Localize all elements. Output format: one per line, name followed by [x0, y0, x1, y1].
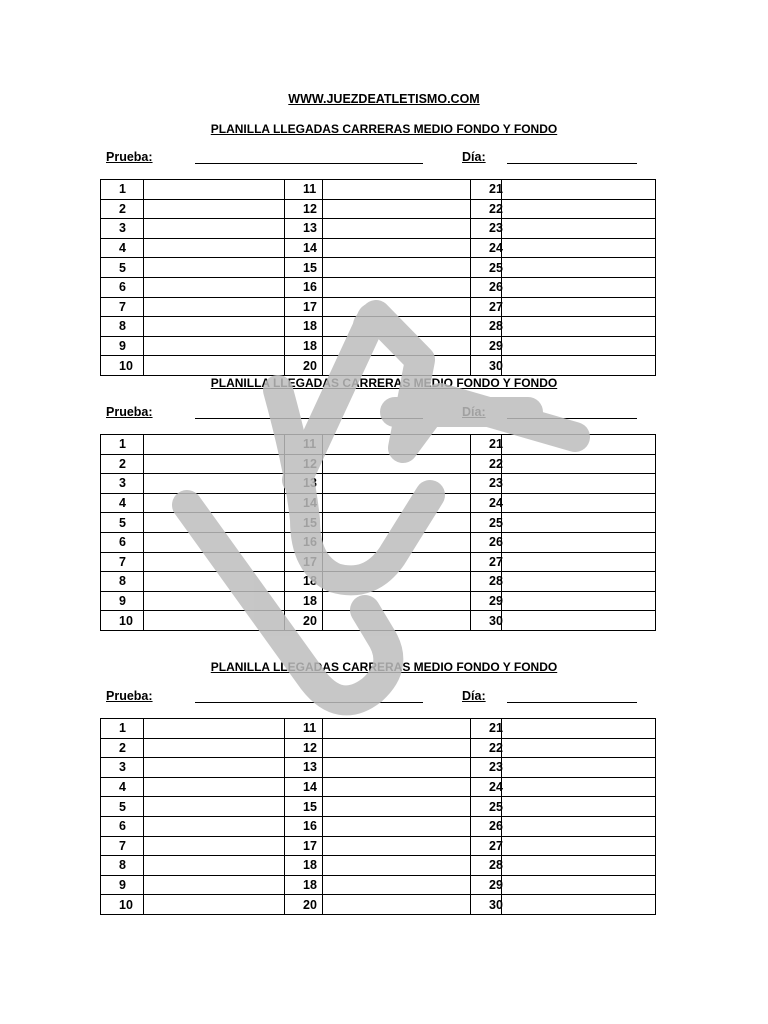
place-number: 3 [101, 219, 144, 239]
place-number: 9 [101, 875, 144, 895]
table-row [101, 777, 656, 797]
place-number: 30 [471, 611, 502, 631]
entry-cell[interactable] [502, 258, 656, 278]
place-number: 13 [285, 758, 323, 778]
place-number: 25 [471, 258, 502, 278]
place-number: 30 [471, 356, 502, 376]
entry-cell[interactable] [144, 493, 285, 513]
entry-cell[interactable] [323, 777, 471, 797]
entry-cell[interactable] [144, 297, 285, 317]
table-row [101, 297, 656, 317]
place-number: 13 [285, 474, 323, 494]
place-number: 7 [101, 836, 144, 856]
table-row [101, 513, 656, 533]
entry-cell[interactable] [502, 552, 656, 572]
table-row [101, 797, 656, 817]
form-2-table [100, 434, 656, 631]
form-1-prueba-line[interactable] [195, 163, 423, 164]
entry-cell[interactable] [144, 435, 285, 455]
place-number: 21 [471, 180, 502, 200]
entry-cell[interactable] [502, 474, 656, 494]
place-number: 18 [285, 572, 323, 592]
entry-cell[interactable] [502, 219, 656, 239]
place-number: 22 [471, 199, 502, 219]
place-number: 2 [101, 454, 144, 474]
table-row [101, 180, 656, 200]
place-number: 3 [101, 474, 144, 494]
place-number: 23 [471, 219, 502, 239]
entry-cell[interactable] [323, 277, 471, 297]
entry-cell[interactable] [144, 856, 285, 876]
place-number: 18 [285, 591, 323, 611]
place-number: 25 [471, 797, 502, 817]
entry-cell[interactable] [502, 238, 656, 258]
entry-cell[interactable] [323, 219, 471, 239]
entry-cell[interactable] [144, 258, 285, 278]
entry-cell[interactable] [144, 513, 285, 533]
place-number: 18 [285, 875, 323, 895]
place-number: 23 [471, 474, 502, 494]
form-2-prueba-line[interactable] [195, 418, 423, 419]
place-number: 14 [285, 777, 323, 797]
entry-cell[interactable] [144, 199, 285, 219]
entry-cell[interactable] [502, 777, 656, 797]
entry-cell[interactable] [144, 836, 285, 856]
place-number: 5 [101, 258, 144, 278]
site-url: WWW.JUEZDEATLETISMO.COM [288, 92, 480, 106]
entry-cell[interactable] [502, 572, 656, 592]
place-number: 26 [471, 277, 502, 297]
entry-cell[interactable] [144, 336, 285, 356]
place-number: 20 [285, 895, 323, 915]
place-number: 27 [471, 836, 502, 856]
entry-cell[interactable] [502, 180, 656, 200]
entry-cell[interactable] [502, 336, 656, 356]
place-number: 14 [285, 493, 323, 513]
place-number: 26 [471, 532, 502, 552]
entry-cell[interactable] [323, 816, 471, 836]
entry-cell[interactable] [502, 895, 656, 915]
entry-cell[interactable] [323, 532, 471, 552]
entry-cell[interactable] [502, 856, 656, 876]
place-number: 25 [471, 513, 502, 533]
entry-cell[interactable] [323, 297, 471, 317]
place-number: 22 [471, 738, 502, 758]
place-number: 11 [285, 719, 323, 739]
place-number: 28 [471, 856, 502, 876]
form-2-dia-line[interactable] [507, 418, 637, 419]
form-3-title: PLANILLA LLEGADAS CARRERAS MEDIO FONDO Y FONDO [210, 660, 558, 674]
entry-cell[interactable] [144, 875, 285, 895]
entry-cell[interactable] [323, 797, 471, 817]
entry-cell[interactable] [323, 875, 471, 895]
entry-cell[interactable] [144, 591, 285, 611]
table-row [101, 875, 656, 895]
entry-cell[interactable] [144, 317, 285, 337]
place-number: 21 [471, 435, 502, 455]
place-number: 24 [471, 777, 502, 797]
entry-cell[interactable] [323, 552, 471, 572]
place-number: 6 [101, 532, 144, 552]
entry-cell[interactable] [502, 816, 656, 836]
place-number: 16 [285, 277, 323, 297]
entry-cell[interactable] [502, 758, 656, 778]
form-1-title: PLANILLA LLEGADAS CARRERAS MEDIO FONDO Y FONDO [210, 122, 558, 136]
table-row [101, 572, 656, 592]
place-number: 2 [101, 199, 144, 219]
table-row [101, 454, 656, 474]
table-row [101, 317, 656, 337]
entry-cell[interactable] [502, 277, 656, 297]
place-number: 17 [285, 836, 323, 856]
place-number: 28 [471, 317, 502, 337]
entry-cell[interactable] [502, 356, 656, 376]
table-row [101, 611, 656, 631]
form-3-table [100, 718, 656, 915]
place-number: 4 [101, 493, 144, 513]
table-row [101, 219, 656, 239]
entry-cell[interactable] [323, 591, 471, 611]
entry-cell[interactable] [144, 758, 285, 778]
table-row [101, 356, 656, 376]
entry-cell[interactable] [144, 219, 285, 239]
place-number: 21 [471, 719, 502, 739]
place-number: 29 [471, 591, 502, 611]
entry-cell[interactable] [323, 258, 471, 278]
entry-cell[interactable] [144, 895, 285, 915]
table-row [101, 856, 656, 876]
entry-cell[interactable] [144, 816, 285, 836]
form-1-dia-label: Día: [462, 150, 486, 164]
entry-cell[interactable] [323, 199, 471, 219]
place-number: 6 [101, 277, 144, 297]
entry-cell[interactable] [502, 738, 656, 758]
entry-cell[interactable] [323, 317, 471, 337]
form-1-prueba-label: Prueba: [106, 150, 153, 164]
place-number: 26 [471, 816, 502, 836]
entry-cell[interactable] [144, 777, 285, 797]
entry-cell[interactable] [144, 532, 285, 552]
entry-cell[interactable] [323, 719, 471, 739]
entry-cell[interactable] [323, 238, 471, 258]
entry-cell[interactable] [144, 738, 285, 758]
form-3-prueba-label: Prueba: [106, 689, 153, 703]
place-number: 13 [285, 219, 323, 239]
place-number: 8 [101, 572, 144, 592]
table-row [101, 258, 656, 278]
place-number: 4 [101, 777, 144, 797]
place-number: 20 [285, 611, 323, 631]
table-row [101, 199, 656, 219]
entry-cell[interactable] [144, 474, 285, 494]
entry-cell[interactable] [323, 513, 471, 533]
place-number: 15 [285, 797, 323, 817]
table-row [101, 758, 656, 778]
place-number: 28 [471, 572, 502, 592]
place-number: 29 [471, 336, 502, 356]
place-number: 27 [471, 552, 502, 572]
entry-cell[interactable] [502, 513, 656, 533]
entry-cell[interactable] [323, 454, 471, 474]
place-number: 10 [101, 356, 144, 376]
entry-cell[interactable] [323, 758, 471, 778]
entry-cell[interactable] [323, 336, 471, 356]
place-number: 9 [101, 336, 144, 356]
place-number: 11 [285, 180, 323, 200]
entry-cell[interactable] [502, 875, 656, 895]
place-number: 12 [285, 199, 323, 219]
entry-cell[interactable] [144, 611, 285, 631]
entry-cell[interactable] [144, 719, 285, 739]
place-number: 12 [285, 738, 323, 758]
place-number: 5 [101, 513, 144, 533]
table-row [101, 591, 656, 611]
entry-cell[interactable] [144, 572, 285, 592]
entry-cell[interactable] [502, 719, 656, 739]
place-number: 24 [471, 238, 502, 258]
place-number: 2 [101, 738, 144, 758]
table-row [101, 474, 656, 494]
place-number: 27 [471, 297, 502, 317]
table-row [101, 532, 656, 552]
entry-cell[interactable] [144, 552, 285, 572]
entry-cell[interactable] [502, 611, 656, 631]
form-2-title: PLANILLA LLEGADAS CARRERAS MEDIO FONDO Y FONDO [210, 376, 558, 390]
place-number: 30 [471, 895, 502, 915]
form-3-dia-label: Día: [462, 689, 486, 703]
entry-cell[interactable] [502, 317, 656, 337]
place-number: 29 [471, 875, 502, 895]
entry-cell[interactable] [144, 180, 285, 200]
table-row [101, 816, 656, 836]
entry-cell[interactable] [144, 454, 285, 474]
entry-cell[interactable] [323, 572, 471, 592]
place-number: 18 [285, 336, 323, 356]
form-1-dia-line[interactable] [507, 163, 637, 164]
place-number: 4 [101, 238, 144, 258]
entry-cell[interactable] [323, 435, 471, 455]
table-row [101, 719, 656, 739]
place-number: 15 [285, 258, 323, 278]
place-number: 8 [101, 856, 144, 876]
place-number: 17 [285, 297, 323, 317]
place-number: 24 [471, 493, 502, 513]
table-row [101, 238, 656, 258]
entry-cell[interactable] [323, 180, 471, 200]
entry-cell[interactable] [323, 836, 471, 856]
entry-cell[interactable] [323, 738, 471, 758]
entry-cell[interactable] [502, 199, 656, 219]
place-number: 5 [101, 797, 144, 817]
table-row [101, 895, 656, 915]
place-number: 15 [285, 513, 323, 533]
entry-cell[interactable] [323, 493, 471, 513]
place-number: 20 [285, 356, 323, 376]
form-2-dia-label: Día: [462, 405, 486, 419]
form-1-table [100, 179, 656, 376]
place-number: 1 [101, 719, 144, 739]
entry-cell[interactable] [502, 532, 656, 552]
place-number: 23 [471, 758, 502, 778]
place-number: 9 [101, 591, 144, 611]
place-number: 14 [285, 238, 323, 258]
table-row [101, 435, 656, 455]
place-number: 17 [285, 552, 323, 572]
entry-cell[interactable] [502, 454, 656, 474]
place-number: 10 [101, 895, 144, 915]
entry-cell[interactable] [502, 435, 656, 455]
entry-cell[interactable] [144, 797, 285, 817]
place-number: 3 [101, 758, 144, 778]
place-number: 18 [285, 856, 323, 876]
place-number: 7 [101, 552, 144, 572]
table-row [101, 552, 656, 572]
place-number: 16 [285, 532, 323, 552]
table-row [101, 277, 656, 297]
form-2-prueba-label: Prueba: [106, 405, 153, 419]
place-number: 8 [101, 317, 144, 337]
form-3-dia-line[interactable] [507, 702, 637, 703]
entry-cell[interactable] [144, 356, 285, 376]
form-3-prueba-line[interactable] [195, 702, 423, 703]
entry-cell[interactable] [502, 297, 656, 317]
place-number: 22 [471, 454, 502, 474]
table-row [101, 336, 656, 356]
place-number: 6 [101, 816, 144, 836]
table-row [101, 493, 656, 513]
entry-cell[interactable] [323, 474, 471, 494]
entry-cell[interactable] [323, 611, 471, 631]
entry-cell[interactable] [502, 797, 656, 817]
table-row [101, 738, 656, 758]
entry-cell[interactable] [323, 356, 471, 376]
entry-cell[interactable] [502, 591, 656, 611]
entry-cell[interactable] [144, 277, 285, 297]
entry-cell[interactable] [502, 836, 656, 856]
place-number: 12 [285, 454, 323, 474]
place-number: 1 [101, 435, 144, 455]
place-number: 18 [285, 317, 323, 337]
place-number: 11 [285, 435, 323, 455]
entry-cell[interactable] [323, 895, 471, 915]
place-number: 7 [101, 297, 144, 317]
place-number: 1 [101, 180, 144, 200]
place-number: 16 [285, 816, 323, 836]
place-number: 10 [101, 611, 144, 631]
entry-cell[interactable] [144, 238, 285, 258]
entry-cell[interactable] [323, 856, 471, 876]
entry-cell[interactable] [502, 493, 656, 513]
table-row [101, 836, 656, 856]
